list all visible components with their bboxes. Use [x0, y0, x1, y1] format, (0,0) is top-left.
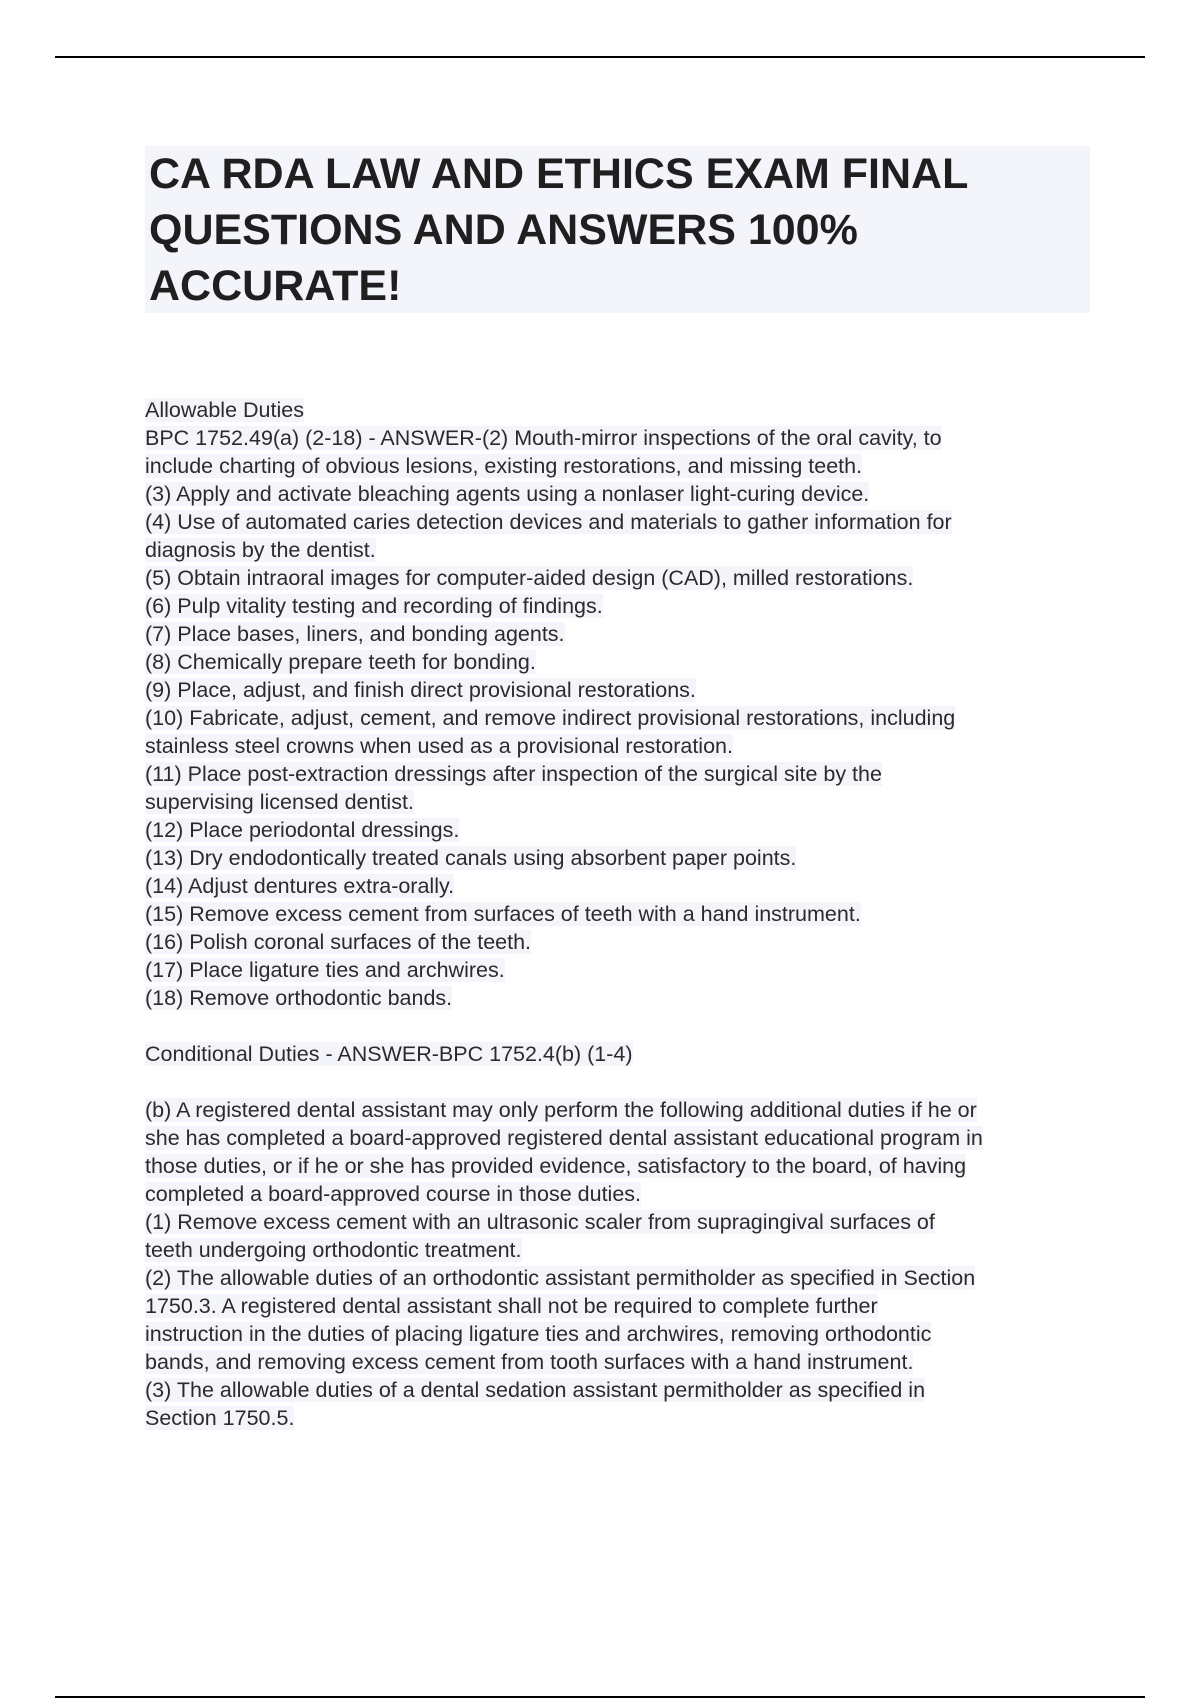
- title-block: [145, 146, 1090, 313]
- answer-line: teeth undergoing orthodontic treatment.: [145, 1238, 522, 1262]
- title-line: QUESTIONS AND ANSWERS 100%: [149, 206, 858, 254]
- answer-line: (6) Pulp vitality testing and recording of findings.: [145, 594, 603, 618]
- bottom-rule: [55, 1696, 1145, 1698]
- answer-line: (10) Fabricate, adjust, cement, and remove indirect provisional restorations, including: [145, 706, 956, 730]
- title-line: CA RDA LAW AND ETHICS EXAM FINAL: [149, 150, 969, 198]
- answer-line: (5) Obtain intraoral images for computer-aided design (CAD), milled restorations.: [145, 566, 914, 590]
- text-line: [145, 536, 1095, 564]
- answer-line: (18) Remove orthodontic bands.: [145, 986, 453, 1010]
- text-line: [145, 424, 1095, 452]
- answer-line: (b) A registered dental assistant may only perform the following additional duties if he or: [145, 1098, 977, 1122]
- text-line: [145, 508, 1095, 536]
- answer-line: (17) Place ligature ties and archwires.: [145, 958, 505, 982]
- text-line: [145, 956, 1095, 984]
- answer-line: (8) Chemically prepare teeth for bonding.: [145, 650, 536, 674]
- text-line: [145, 1124, 1095, 1152]
- answer-line: include charting of obvious lesions, existing restorations, and missing teeth.: [145, 454, 863, 478]
- text-line: [145, 844, 1095, 872]
- conditional-duties-answer: [145, 1096, 1095, 1432]
- top-rule: [55, 56, 1145, 58]
- answer-line: completed a board-approved course in those duties.: [145, 1182, 642, 1206]
- question-line: Conditional Duties - ANSWER-BPC 1752.4(b) (1-4): [145, 1042, 633, 1066]
- text-line: [145, 1320, 1095, 1348]
- answer-line: (15) Remove excess cement from surfaces of teeth with a hand instrument.: [145, 902, 861, 926]
- text-line: [145, 928, 1095, 956]
- text-line: [145, 452, 1095, 480]
- answer-line: (2) The allowable duties of an orthodontic assistant permitholder as specified in Section: [145, 1266, 976, 1290]
- text-line: [145, 732, 1095, 760]
- text-line: [145, 1292, 1095, 1320]
- answer-line: diagnosis by the dentist.: [145, 538, 376, 562]
- answer-line: (13) Dry endodontically treated canals using absorbent paper points.: [145, 846, 797, 870]
- document-title: [145, 146, 1090, 314]
- text-line: [145, 1180, 1095, 1208]
- document-body: [145, 396, 1095, 1432]
- allowable-duties-section: [145, 396, 1095, 1012]
- answer-line: (3) Apply and activate bleaching agents using a nonlaser light-curing device.: [145, 482, 870, 506]
- text-line: [145, 1404, 1095, 1432]
- answer-line: stainless steel crowns when used as a provisional restoration.: [145, 734, 733, 758]
- text-line: [145, 1096, 1095, 1124]
- text-line: [145, 648, 1095, 676]
- text-line: [145, 592, 1095, 620]
- text-line: [145, 788, 1095, 816]
- answer-line: (16) Polish coronal surfaces of the teeth.: [145, 930, 532, 954]
- answer-line: 1750.3. A registered dental assistant shall not be required to complete further: [145, 1294, 878, 1318]
- text-line: [145, 984, 1095, 1012]
- text-line: [145, 872, 1095, 900]
- answer-line: (11) Place post-extraction dressings after inspection of the surgical site by the: [145, 762, 882, 786]
- text-line: [145, 620, 1095, 648]
- answer-line: (14) Adjust dentures extra-orally.: [145, 874, 455, 898]
- text-line: [145, 816, 1095, 844]
- text-line: [145, 1208, 1095, 1236]
- text-line: [145, 676, 1095, 704]
- text-line: [145, 1040, 1095, 1068]
- text-line: [145, 1236, 1095, 1264]
- text-line: [145, 396, 1095, 424]
- text-line: [145, 564, 1095, 592]
- spacer: [145, 1068, 1095, 1096]
- section-heading: Allowable Duties: [145, 398, 304, 422]
- answer-line: those duties, or if he or she has provided evidence, satisfactory to the board, of having: [145, 1154, 967, 1178]
- answer-line: (9) Place, adjust, and finish direct provisional restorations.: [145, 678, 696, 702]
- answer-line: (3) The allowable duties of a dental sedation assistant permitholder as specified in: [145, 1378, 926, 1402]
- text-line: [145, 1376, 1095, 1404]
- question-line: BPC 1752.49(a) (2-18) - ANSWER-(2) Mouth-mirror inspections of the oral cavity, to: [145, 426, 942, 450]
- text-line: [145, 480, 1095, 508]
- text-line: [145, 704, 1095, 732]
- text-line: [145, 1348, 1095, 1376]
- answer-line: (7) Place bases, liners, and bonding agents.: [145, 622, 565, 646]
- answer-line: (4) Use of automated caries detection devices and materials to gather information for: [145, 510, 952, 534]
- answer-line: instruction in the duties of placing ligature ties and archwires, removing orthodontic: [145, 1322, 932, 1346]
- answer-line: she has completed a board-approved registered dental assistant educational program in: [145, 1126, 983, 1150]
- spacer: [145, 1012, 1095, 1040]
- text-line: [145, 900, 1095, 928]
- text-line: [145, 1152, 1095, 1180]
- answer-line: (12) Place periodontal dressings.: [145, 818, 460, 842]
- answer-line: supervising licensed dentist.: [145, 790, 414, 814]
- answer-line: (1) Remove excess cement with an ultrasonic scaler from supragingival surfaces of: [145, 1210, 935, 1234]
- answer-line: bands, and removing excess cement from tooth surfaces with a hand instrument.: [145, 1350, 914, 1374]
- text-line: [145, 760, 1095, 788]
- answer-line: Section 1750.5.: [145, 1406, 295, 1430]
- conditional-duties-section: [145, 1040, 1095, 1068]
- text-line: [145, 1264, 1095, 1292]
- title-line: ACCURATE!: [149, 262, 402, 310]
